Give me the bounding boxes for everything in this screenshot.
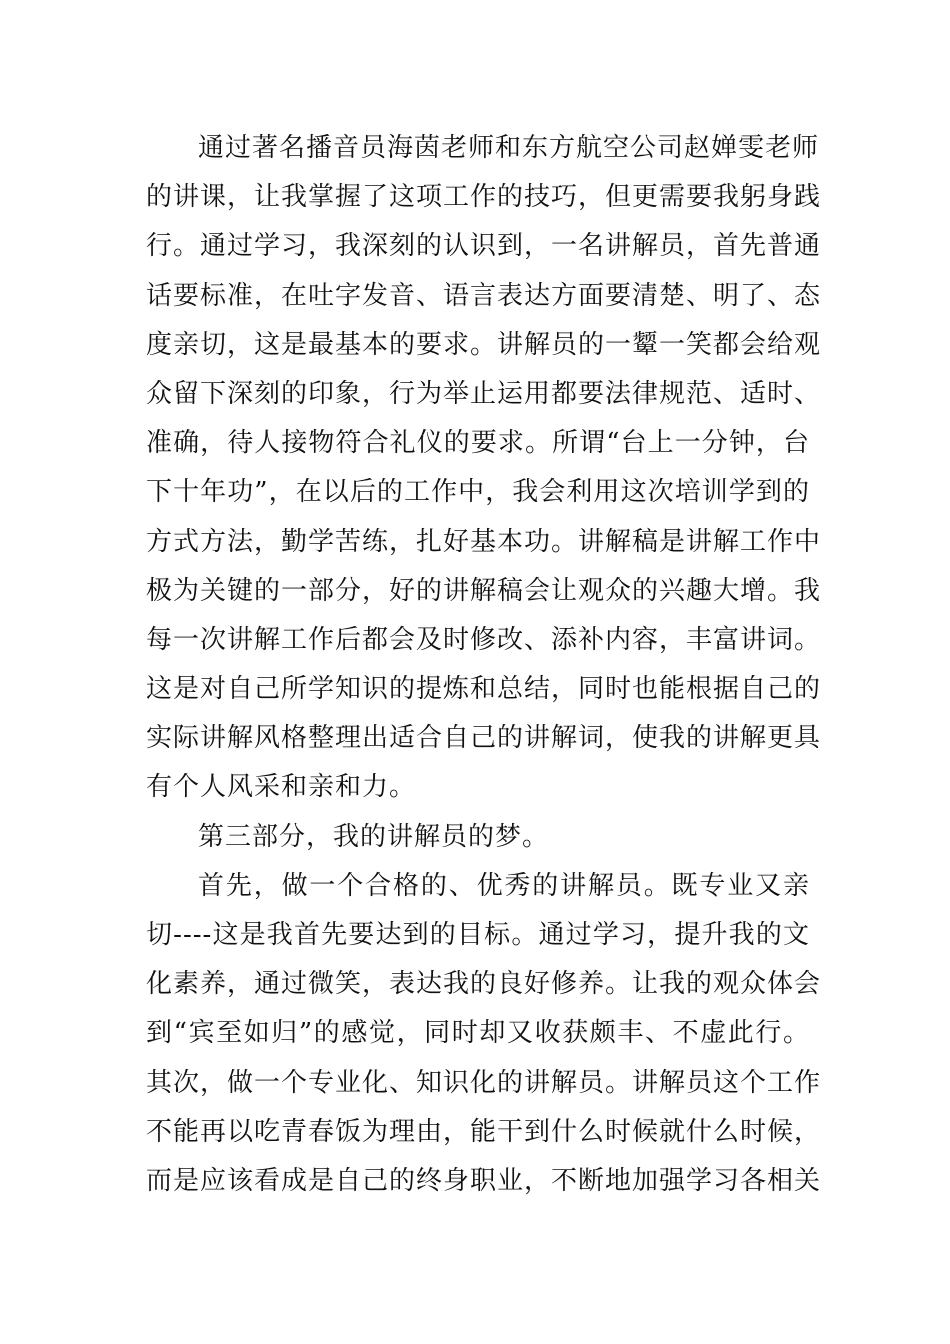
- paragraph-3-line-6: 不能再以吃青春饭为理由，能干到什么时候就什么时候，: [146, 1116, 822, 1147]
- paragraph-1-line-12: 这是对自己所学知识的提炼和总结，同时也能根据自己的: [146, 674, 822, 705]
- paragraph-3-line-4: 到“宾至如归”的感觉，同时却又收获颇丰、不虚此行。: [146, 1018, 810, 1049]
- paragraph-1-line-13: 实际讲解风格整理出适合自己的讲解词，使我的讲解更具: [146, 723, 822, 754]
- paragraph-1-line-10: 极为关键的一部分，好的讲解稿会让观众的兴趣大增。我: [146, 575, 822, 606]
- paragraph-1-line-9: 方式方法，勤学苦练，扎好基本功。讲解稿是讲解工作中: [146, 526, 822, 557]
- paragraph-1-line-14: 有个人风采和亲和力。: [146, 772, 417, 803]
- paragraph-1-line-4: 话要标准，在吐字发音、语言表达方面要清楚、明了、态: [146, 280, 822, 311]
- paragraph-3-line-2: 切----这是我首先要达到的目标。通过学习，提升我的文: [146, 920, 810, 950]
- paragraph-1-line-2: 的讲课，让我掌握了这项工作的技巧，但更需要我躬身践: [146, 182, 822, 213]
- document-body: [146, 124, 822, 1206]
- paragraph-1-line-7: 准确，待人接物符合礼仪的要求。所谓“台上一分钟，台: [146, 428, 810, 459]
- paragraph-1-line-8: 下十年功”，在以后的工作中，我会利用这次培训学到的: [146, 477, 810, 508]
- paragraph-1-line-3: 行。通过学习，我深刻的认识到，一名讲解员，首先普通: [146, 231, 822, 262]
- paragraph-1-line-6: 众留下深刻的印象，行为举止运用都要法律规范、适时、: [146, 378, 822, 409]
- paragraph-3-line-1: 首先，做一个合格的、优秀的讲解员。既专业又亲: [198, 870, 810, 901]
- paragraph-1-line-5: 度亲切，这是最基本的要求。讲解员的一颦一笑都会给观: [146, 329, 822, 360]
- paragraph-3-line-5: 其次，做一个专业化、知识化的讲解员。讲解员这个工作: [146, 1067, 822, 1098]
- section-heading: 第三部分，我的讲解员的梦。: [198, 821, 550, 852]
- paragraph-3-line-3: 化素养，通过微笑，表达我的良好修养。让我的观众体会: [146, 969, 822, 1000]
- paragraph-1-line-1: 通过著名播音员海茵老师和东方航空公司赵婵雯老师: [198, 133, 820, 163]
- paragraph-1-line-11: 每一次讲解工作后都会及时修改、添补内容，丰富讲词。: [146, 624, 822, 655]
- paragraph-3-line-7: 而是应该看成是自己的终身职业，不断地加强学习各相关: [146, 1165, 822, 1196]
